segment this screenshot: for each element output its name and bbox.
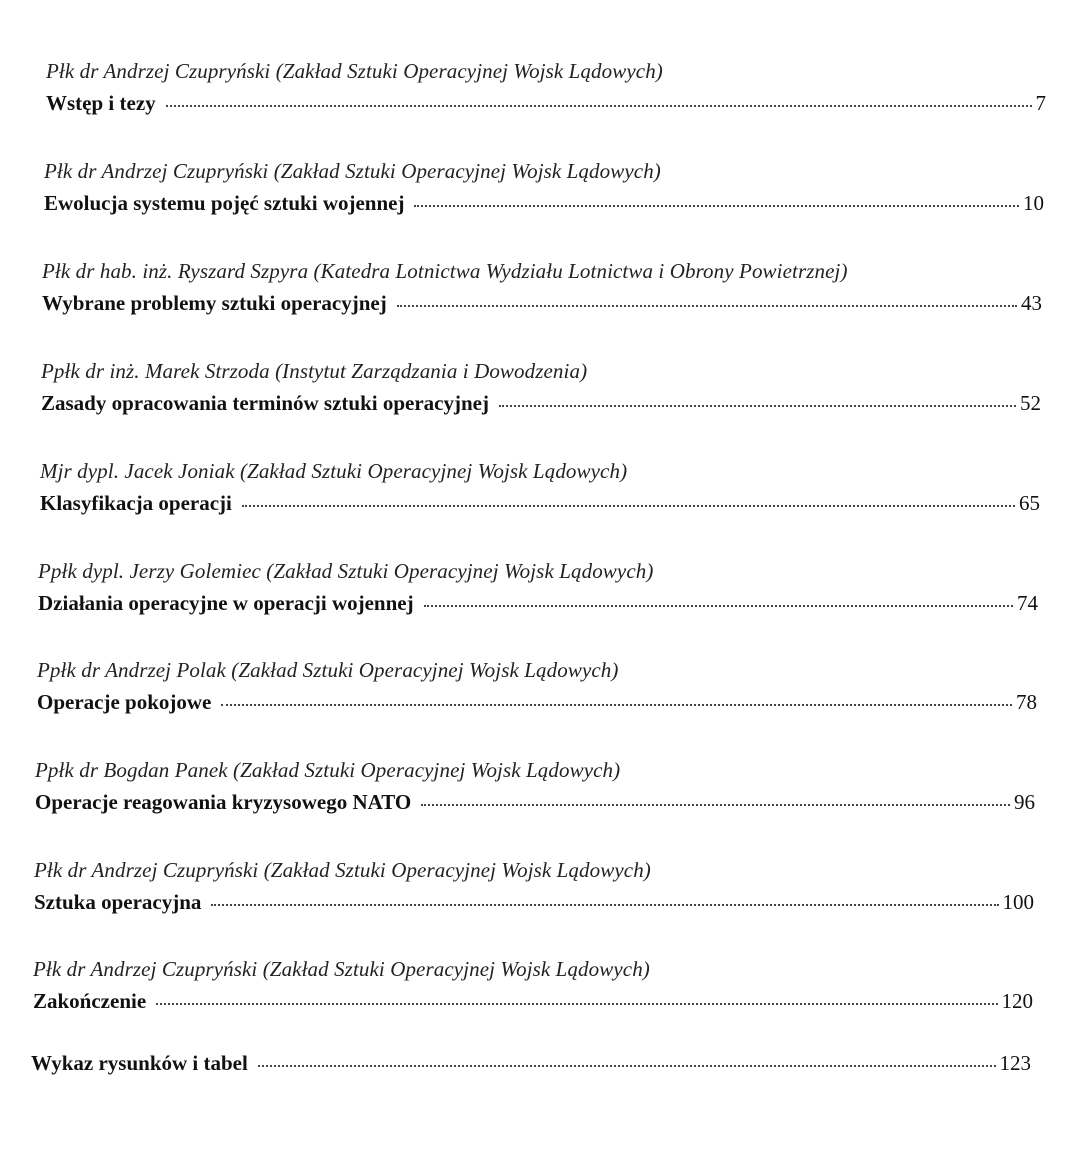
toc-page-number: 43 [1021,291,1042,315]
toc-page-number: 78 [1016,690,1037,714]
toc-page-number: 10 [1023,191,1044,215]
dot-leader [242,505,1015,507]
toc-title: Ewolucja systemu pojęć sztuki wojennej [44,191,405,215]
toc-author: Ppłk dypl. Jerzy Golemiec (Zakład Sztuki Operacyjnej Wojsk Lądowych) [38,559,654,583]
toc-author: Płk dr Andrzej Czupryński (Zakład Sztuki Operacyjnej Wojsk Lądowych) [33,957,650,981]
toc-line [33,988,1033,1014]
dot-leader [397,305,1017,307]
toc-author: Ppłk dr inż. Marek Strzoda (Instytut Zarządzania i Dowodzenia) [41,359,588,383]
toc-title: Wykaz rysunków i tabel [31,1051,248,1075]
toc-title: Sztuka operacyjna [34,890,202,914]
toc-author: Ppłk dr Andrzej Polak (Zakład Sztuki Operacyjnej Wojsk Lądowych) [37,658,619,682]
toc-page-number: 52 [1020,391,1041,415]
dot-leader [221,704,1012,706]
toc-author: Mjr dypl. Jacek Joniak (Zakład Sztuki Operacyjnej Wojsk Lądowych) [40,459,628,483]
toc-author: Płk dr hab. inż. Ryszard Szpyra (Katedra Lotnictwa Wydziału Lotnictwa i Obrony Powietrznej) [42,259,848,283]
toc-line [40,490,1040,516]
toc-entry [40,458,1040,528]
toc-page-number: 96 [1014,790,1035,814]
toc-author: Ppłk dr Bogdan Panek (Zakład Sztuki Operacyjnej Wojsk Lądowych) [35,758,621,782]
toc-title: Wstęp i tezy [46,91,156,115]
dot-leader [258,1065,996,1067]
toc-title: Wybrane problemy sztuki operacyjnej [42,291,387,315]
dot-leader [424,605,1013,607]
toc-line [41,390,1041,416]
toc-page-number: 100 [1002,890,1034,914]
toc-title: Zasady opracowania terminów sztuki operacyjnej [41,391,489,415]
dot-leader [421,804,1010,806]
toc-author: Płk dr Andrzej Czupryński (Zakład Sztuki Operacyjnej Wojsk Lądowych) [44,159,661,183]
toc-line [44,190,1044,216]
toc-entry-final [31,1050,1031,1090]
toc-page-number: 7 [1035,91,1046,115]
toc-line [35,789,1035,815]
toc-line [31,1050,1031,1076]
toc-title: Zakończenie [33,989,147,1013]
toc-line [42,290,1042,316]
toc-title: Działania operacyjne w operacji wojennej [38,591,414,615]
toc-line [38,590,1038,616]
toc-line [37,689,1037,715]
toc-entry [38,558,1038,628]
toc-page-number: 120 [1001,989,1033,1013]
toc-entry [44,158,1044,228]
dot-leader [211,904,998,906]
dot-leader [499,405,1016,407]
toc-entry [37,657,1037,727]
dot-leader [166,105,1032,107]
toc-entry [42,258,1042,328]
toc-page-number: 123 [999,1051,1031,1075]
toc-line [46,90,1046,116]
toc-entry [41,358,1041,428]
toc-page-number: 65 [1019,491,1040,515]
toc-author: Płk dr Andrzej Czupryński (Zakład Sztuki Operacyjnej Wojsk Lądowych) [46,59,663,83]
toc-title: Operacje pokojowe [37,690,212,714]
toc-title: Operacje reagowania kryzysowego NATO [35,790,412,814]
toc-entry [46,58,1046,128]
toc-line [34,889,1034,915]
toc-title: Klasyfikacja operacji [40,491,232,515]
toc-entry [34,857,1034,927]
toc-page-number: 74 [1017,591,1038,615]
toc-entry [33,956,1033,1026]
dot-leader [156,1003,997,1005]
toc-entry [35,757,1035,827]
toc-author: Płk dr Andrzej Czupryński (Zakład Sztuki Operacyjnej Wojsk Lądowych) [34,858,651,882]
dot-leader [414,205,1019,207]
